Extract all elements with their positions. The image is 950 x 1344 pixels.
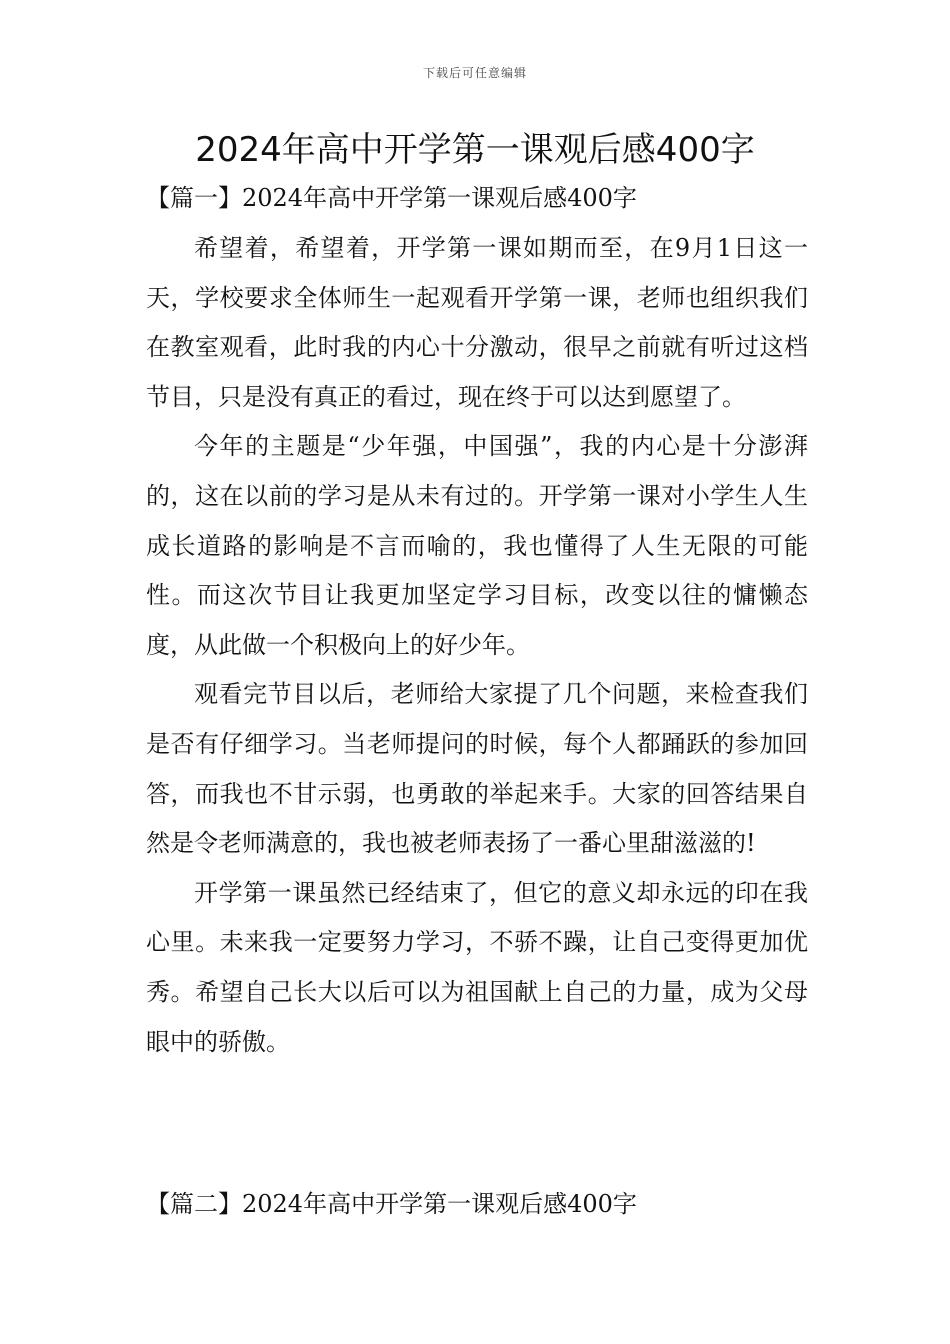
section-heading-2: 【篇二】2024年高中开学第一课观后感400字 xyxy=(146,1190,637,1218)
document-body xyxy=(146,178,808,1067)
page-header-note: 下载后可任意编辑 xyxy=(422,66,527,80)
section-heading-1: 【篇一】2024年高中开学第一课观后感400字 xyxy=(146,184,637,212)
paragraph-2: 今年的主题是“少年强，中国强”，我的内心是十分澎湃的，这在以前的学习是从未有过的。开学第一课对小学生人生成长道路的影响是不言而喻的，我也懂得了人生无限的可能性。而这次节目让我更加坚定学习目标，改变以往的慵懒态度，从此做一个积极向上的好少年。 xyxy=(146,432,808,659)
paragraph-4: 开学第一课虽然已经结束了，但它的意义却永远的印在我心里。未来我一定要努力学习，不骄不躁，让自己变得更加优秀。希望自己长大以后可以为祖国献上自己的力量，成为父母眼中的骄傲。 xyxy=(146,878,808,1056)
paragraph-3: 观看完节目以后，老师给大家提了几个问题，来检查我们是否有仔细学习。当老师提问的时候，每个人都踊跃的参加回答，而我也不甘示弱，也勇敢的举起来手。大家的回答结果自然是令老师满意的，我也被老师表扬了一番心里甜滋滋的! xyxy=(146,680,808,858)
document-title: 2024年高中开学第一课观后感400字 xyxy=(195,130,755,170)
paragraph-1: 希望着，希望着，开学第一课如期而至，在9月1日这一天，学校要求全体师生一起观看开学第一课，老师也组织我们在教室观看，此时我的内心十分激动，很早之前就有听过这档节目，只是没有真正的看过，现在终于可以达到愿望了。 xyxy=(146,234,808,411)
